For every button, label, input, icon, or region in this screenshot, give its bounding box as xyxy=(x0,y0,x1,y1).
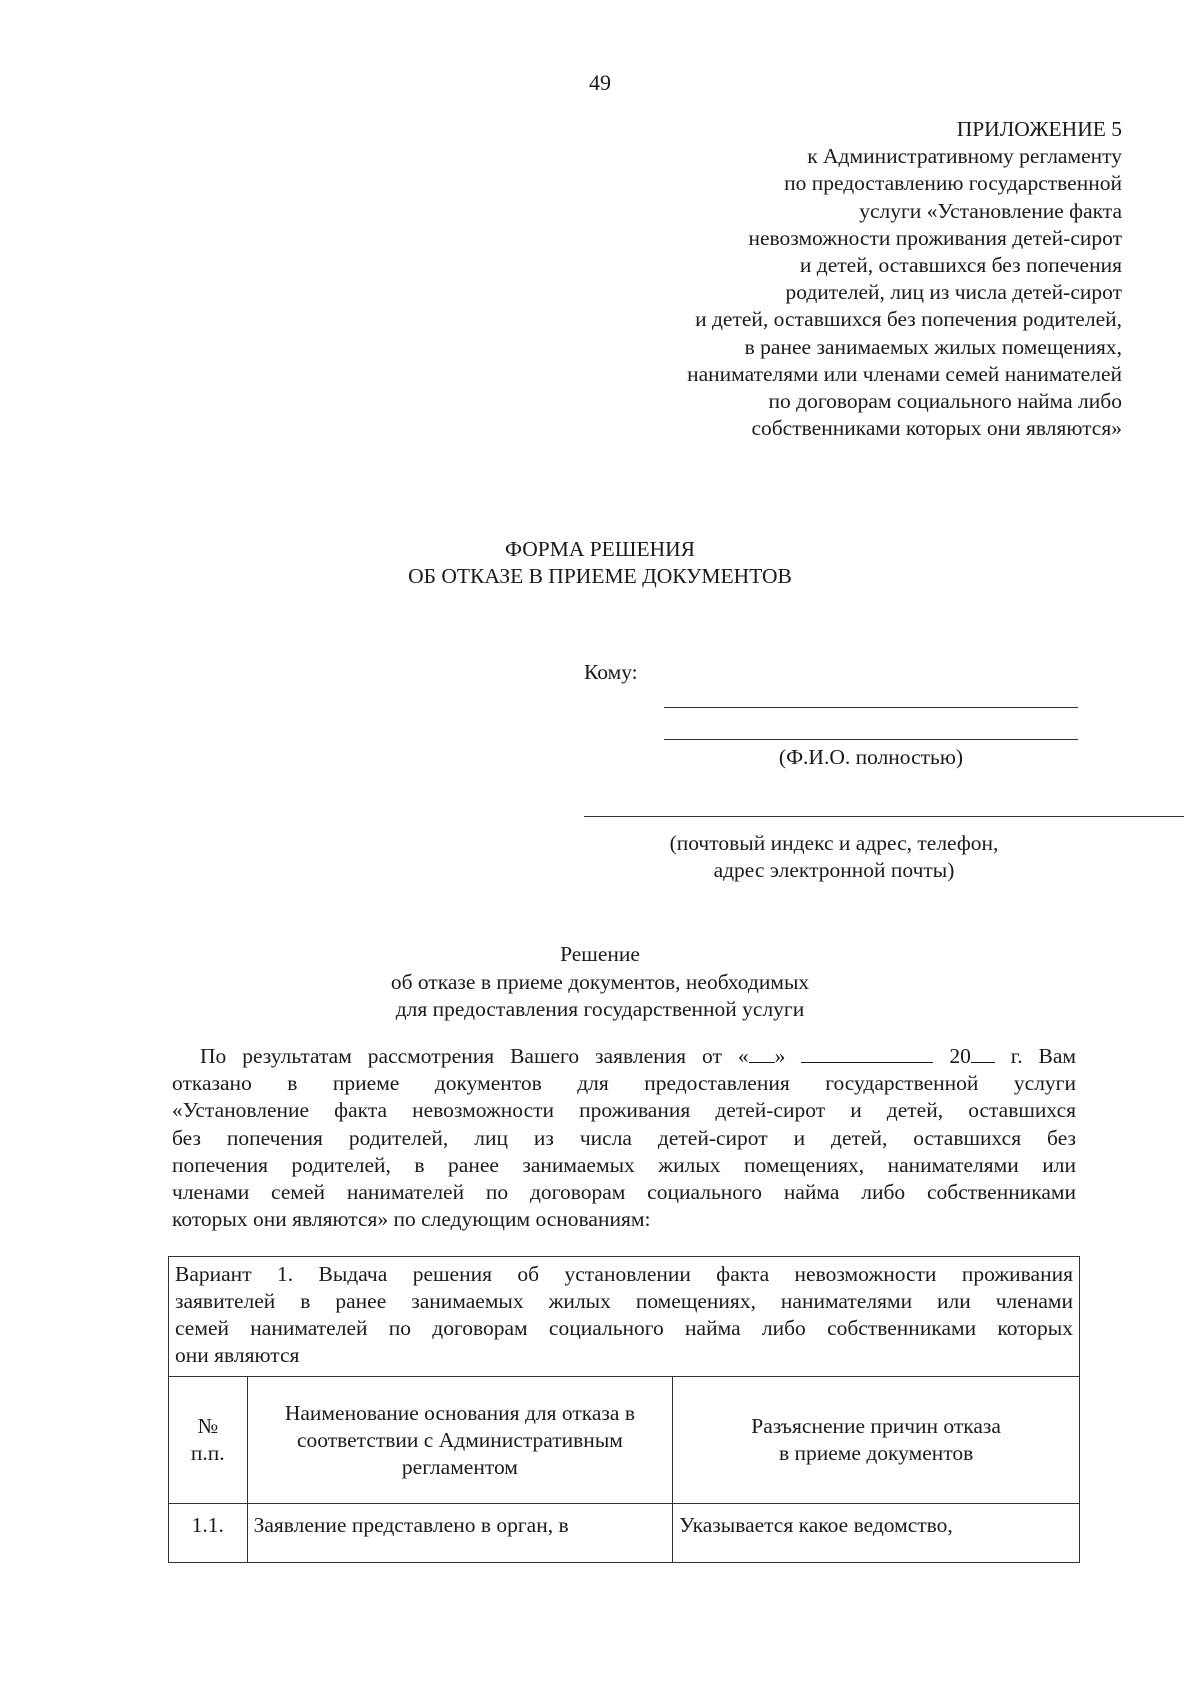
body-line-3: «Установление факта невозможности проживания детей-сирот и детей, оставшихся xyxy=(172,1098,1076,1123)
appendix-line: собственниками которых они являются» xyxy=(751,416,1122,441)
header-explanation xyxy=(673,1377,1080,1504)
page-number: 49 xyxy=(589,70,611,95)
header-explanation-line-2: в приеме документов xyxy=(778,1441,974,1465)
body-line-7: которых они являются» по следующим основаниям: xyxy=(172,1207,651,1232)
name-caption-text: (Ф.И.О. полностью) xyxy=(778,745,964,769)
variant-box xyxy=(168,1256,1080,1376)
header-explanation-line-1: Разъяснение причин отказа xyxy=(751,1414,1001,1438)
decision-heading xyxy=(0,941,1200,1024)
year-blank xyxy=(971,1044,995,1063)
recipient-address-line xyxy=(584,816,1184,817)
appendix-line: ПРИЛОЖЕНИЕ 5 xyxy=(956,117,1122,141)
appendix-line: по предоставлению государственной xyxy=(784,171,1122,196)
header-reason-name xyxy=(247,1377,673,1504)
address-caption-line-1: (почтовый индекс и адрес, телефон, xyxy=(669,831,999,855)
body-line-4: без попечения родителей, лиц из числа детей-сирот и детей, оставшихся без xyxy=(172,1125,1076,1150)
header-number-line-1: № xyxy=(197,1414,219,1438)
header-number xyxy=(169,1377,248,1504)
decision-subtitle-line-1: об отказе в приеме документов, необходимых xyxy=(390,969,810,994)
header-reason-line-3: регламентом xyxy=(401,1454,518,1479)
body-line-5: попечения родителей, в ранее занимаемых жилых помещениях, нанимателями или xyxy=(172,1152,1076,1177)
appendix-line: услуги «Установление факта xyxy=(859,198,1122,223)
appendix-line: и детей, оставшихся без попечения родителей, xyxy=(695,307,1122,332)
recipient-name-line-1 xyxy=(664,707,1078,708)
decision-title: Решение xyxy=(560,942,640,966)
row-reason: Заявление представлено в орган, в xyxy=(247,1504,673,1563)
row-number: 1.1. xyxy=(169,1504,248,1563)
appendix-line: невозможности проживания детей-сирот xyxy=(748,225,1122,250)
header-reason-line-2: соответствии с Административным xyxy=(296,1427,623,1452)
address-caption-line-2: адрес электронной почты) xyxy=(713,858,955,882)
body-line-1-end: г. Вам xyxy=(1010,1044,1076,1068)
appendix-line: в ранее занимаемых жилых помещениях, xyxy=(744,334,1122,359)
body-line-1 xyxy=(172,1043,1076,1070)
recipient-name-line-2 xyxy=(664,739,1078,740)
body-line-1-year: 20 xyxy=(949,1044,971,1068)
refusal-reasons-table xyxy=(168,1376,1080,1563)
table-row xyxy=(169,1504,1080,1563)
appendix-line: к Административному регламенту xyxy=(807,144,1122,169)
decision-body xyxy=(172,1043,1076,1233)
body-line-1-mid: » xyxy=(774,1044,786,1068)
variant-text xyxy=(175,1261,1073,1369)
month-blank xyxy=(801,1044,933,1063)
appendix-line: и детей, оставшихся без попечения xyxy=(799,253,1122,278)
header-reason-line-1: Наименование основания для отказа в xyxy=(284,1400,635,1425)
body-line-6: членами семей нанимателей по договорам социального найма либо собственниками xyxy=(172,1180,1076,1205)
header-number-line-2: п.п. xyxy=(190,1441,225,1465)
recipient-label: Кому: xyxy=(584,660,638,684)
variant-line-4: они являются xyxy=(175,1343,300,1367)
table-header-row xyxy=(169,1377,1080,1504)
appendix-header xyxy=(562,116,1122,442)
appendix-line: родителей, лиц из числа детей-сирот xyxy=(785,280,1122,305)
form-title-line-1: ФОРМА РЕШЕНИЯ xyxy=(504,537,696,561)
form-title xyxy=(0,536,1200,590)
body-line-1-start: По результатам рассмотрения Вашего заявления от « xyxy=(200,1044,749,1068)
appendix-line: по договорам социального найма либо xyxy=(768,389,1122,414)
variant-line-1: Вариант 1. Выдача решения об установлении факта невозможности проживания xyxy=(175,1262,1073,1286)
body-line-2: отказано в приеме документов для предоставления государственной услуги xyxy=(172,1071,1076,1096)
name-caption xyxy=(664,744,1078,771)
appendix-line: нанимателями или членами семей нанимателей xyxy=(687,361,1122,386)
address-caption xyxy=(584,830,1084,884)
row-explanation: Указывается какое ведомство, xyxy=(673,1504,1080,1563)
variant-line-2: заявителей в ранее занимаемых жилых помещениях, нанимателями или членами xyxy=(175,1289,1073,1313)
variant-line-3: семей нанимателей по договорам социального найма либо собственниками которых xyxy=(175,1316,1073,1340)
form-title-line-2: ОБ ОТКАЗЕ В ПРИЕМЕ ДОКУМЕНТОВ xyxy=(408,564,792,588)
day-blank xyxy=(749,1044,775,1063)
decision-subtitle-line-2: для предоставления государственной услуги xyxy=(395,997,805,1021)
